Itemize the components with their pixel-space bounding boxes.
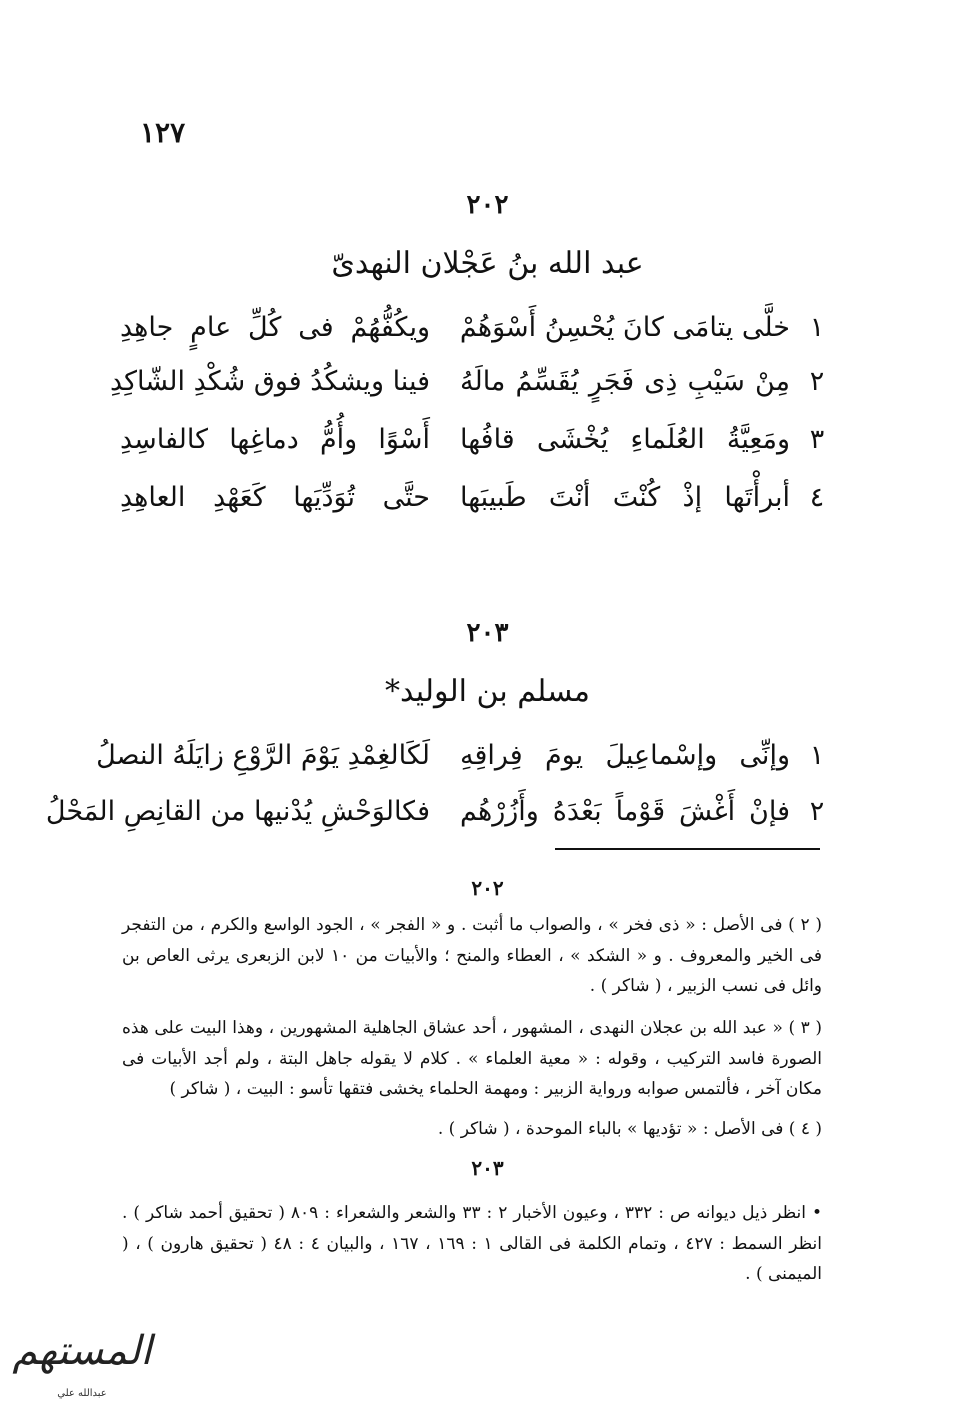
verse-line [109, 366, 830, 410]
verse-second-hemistich: فينا ويشكُدُ فوق شُكْدِ الشّاكِدِ [109, 366, 430, 397]
verse-line [120, 312, 830, 356]
verse-second-hemistich: حتَّى تُوَدِّيَها كَعَهْدِ العاهِدِ [120, 482, 430, 513]
verse-line [120, 424, 830, 468]
verse-number: ٢ [809, 366, 825, 397]
verse-second-hemistich: أَسْوًا وأُمُّ دماغِها كالفاسِدِ [120, 424, 430, 455]
watermark-text: المستهم [12, 1328, 152, 1374]
verse-second-hemistich: لَكَالغِمْدِ يَوْمَ الرَّوْعِ زايَلَهُ النصلُ [96, 740, 430, 771]
footnote-paragraph: ( ٢ ) فى الأصل : « ذى فخر » ، والصواب ما أثبت . و « الفجر » ، الجود الواسع والكرم ، من التفجر فى الخير والمعروف . و « الشكد » ، العطاء والمنح ؛ والأبيات من ١٠ لابن الزبعرى يرثى العاص بن وائل فى نسب الزبير ، ( شاكر ) . [122, 915, 822, 996]
verse-first-hemistich: فإنْ أَغْشَ قَوْماً بَعْدَهُ وأَزُرْهُم [460, 796, 790, 827]
footnote-paragraph: ( ٣ ) « عبد الله بن عجلان النهدى ، المشهور ، أحد عشاق الجاهلية المشهورين ، وهذا البيت على هذه الصورة فاسد التركيب ، وقوله : « معية العلماء » . كلام لا يقوله جاهل البتة ، ولم أجد الأبيات فى مكان آخر ، فألتمس صوابه ورواية الزبير : ومهمة الحلماء يخشى فتقها تأسو : البيت ، ( شاكر ) [122, 1018, 822, 1099]
verse-first-hemistich: أبرأْتَها إذْ كُنْتَ أنْتَ طَبيبَها [460, 482, 790, 513]
verse-number: ١ [809, 312, 825, 343]
verse-line [120, 482, 830, 526]
verse-line [45, 796, 830, 840]
verse-first-hemistich: وإنِّى وإسْماعِيلَ يومَ فِراقِهِ [460, 740, 790, 771]
footnote-paragraph: ( ٤ ) فى الأصل : « تؤديها » بالباء الموحدة ، ( شاكر ) . [437, 1119, 822, 1139]
verse-first-hemistich: ومَعِيَّةُ العُلَماءِ يُخْشَى قافُها [460, 424, 790, 455]
watermark-subtext: عبدالله علي [57, 1388, 107, 1399]
watermark-logo [12, 1328, 152, 1413]
section-number: ٢٠٢ [466, 190, 509, 220]
verse-number: ٢ [809, 796, 825, 827]
verse-line [96, 740, 830, 784]
page-number: ١٢٧ [140, 116, 186, 149]
footnote-separator [555, 848, 820, 850]
footnote-heading: ٢٠٢ [471, 876, 504, 900]
verse-second-hemistich: ويكُفُّهُمْ فى كُلِّ عامٍ جاهِدِ [120, 312, 430, 343]
verse-number: ٣ [809, 424, 825, 455]
section-number: ٢٠٣ [466, 618, 509, 648]
verse-first-hemistich: خلَّى يتامَى كانَ يُحْسِنُ أَسْوَهُمْ [459, 312, 790, 343]
footnote-heading: ٢٠٣ [471, 1156, 504, 1180]
section-title: عبد الله بنُ عَجْلان النهدىّ [331, 246, 644, 281]
verse-second-hemistich: فكالوَحْشِ يُدْنيها من القانِصِ المَحْلُ [45, 796, 430, 827]
footnote-paragraph: • انظر ذيل ديوانه ص : ٣٣٢ ، وعيون الأخبار ٢ : ٣٣ والشعر والشعراء : ٨٠٩ ( تحقيق أحمد شاكر ) . انظر السمط : ٤٢٧ ، وتمام الكلمة فى القالى ١ : ١٦٩ ، ١٦٧ ، والبيان ٤ : ٤٨ ( تحقيق هارون ) ، ( الميمنى ) . [122, 1203, 823, 1284]
verse-first-hemistich: مِنْ سَيْبِ ذِى فَجَرٍ يُقَسِّمُ مالَهُ [460, 366, 790, 397]
verse-number: ١ [809, 740, 825, 771]
verse-number: ٤ [809, 482, 825, 513]
section-title: مسلم بن الوليد* [385, 674, 590, 709]
